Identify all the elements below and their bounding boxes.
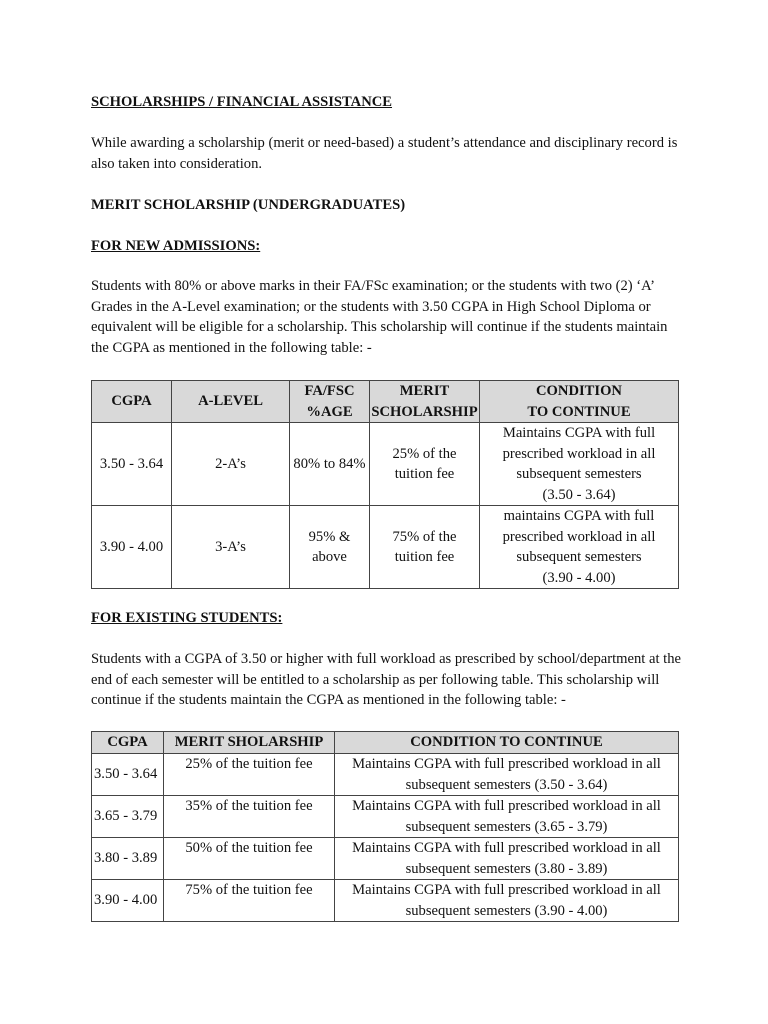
table-cell: 3.80 - 3.89: [92, 838, 164, 880]
table-cell: 25% of the tuition fee: [370, 423, 480, 506]
table-row: [92, 423, 679, 506]
table-cell: 3.65 - 3.79: [92, 796, 164, 838]
new-admissions-table: [91, 380, 679, 589]
table-cell: Maintains CGPA with full prescribed workload in all subsequent semesters (3.90 - 4.00): [335, 880, 679, 922]
heading-merit-scholarship: MERIT SCHOLARSHIP (UNDERGRADUATES): [91, 197, 406, 213]
table-cell: 75% of the tuition fee: [164, 880, 335, 922]
table-cell: 3.90 - 4.00: [92, 880, 164, 922]
table-cell: maintains CGPA with full prescribed workload in all subsequent semesters (3.90 - 4.00): [480, 506, 679, 589]
table-row: [92, 506, 679, 589]
table-header-row: [92, 732, 679, 754]
table-row: [92, 838, 679, 880]
col-header-merit-scholarship: MERIT SHOLARSHIP: [164, 732, 335, 754]
new-admissions-paragraph: Students with 80% or above marks in their FA/FSc examination; or the students with two (2) ‘A’ Grades in the A-Level examination; or the students with 3.50 CGPA in High School Diploma or equivalent will be eligible for a scholarship. This scholarship will continue if the students maintain the CGPA as mentioned in the following table: -: [91, 278, 668, 357]
table-cell: 50% of the tuition fee: [164, 838, 335, 880]
table-cell: 75% of the tuition fee: [370, 506, 480, 589]
col-header-a-level: A-LEVEL: [172, 381, 290, 423]
col-header-condition: CONDITION TO CONTINUE: [480, 381, 679, 423]
table-cell: 3-A’s: [172, 506, 290, 589]
table-header-row: [92, 381, 679, 423]
existing-students-table: [91, 731, 679, 922]
table-cell: Maintains CGPA with full prescribed workload in all subsequent semesters (3.65 - 3.79): [335, 796, 679, 838]
table-row: [92, 880, 679, 922]
table-row: [92, 754, 679, 796]
intro-paragraph: While awarding a scholarship (merit or need-based) a student’s attendance and disciplinary record is also taken into consideration.: [91, 135, 678, 172]
table-cell: Maintains CGPA with full prescribed workload in all subsequent semesters (3.80 - 3.89): [335, 838, 679, 880]
col-header-merit-scholarship: MERIT SCHOLARSHIP: [370, 381, 480, 423]
col-header-cgpa: CGPA: [92, 732, 164, 754]
col-header-cgpa: CGPA: [92, 381, 172, 423]
table-cell: Maintains CGPA with full prescribed workload in all subsequent semesters (3.50 - 3.64): [335, 754, 679, 796]
table-cell: 2-A’s: [172, 423, 290, 506]
heading-existing-students: FOR EXISTING STUDENTS:: [91, 610, 283, 626]
table-cell: 80% to 84%: [290, 423, 370, 506]
table-cell: 25% of the tuition fee: [164, 754, 335, 796]
col-header-condition: CONDITION TO CONTINUE: [335, 732, 679, 754]
table-cell: 3.90 - 4.00: [92, 506, 172, 589]
heading-scholarships: SCHOLARSHIPS / FINANCIAL ASSISTANCE: [91, 94, 393, 110]
heading-new-admissions: FOR NEW ADMISSIONS:: [91, 238, 261, 254]
existing-students-paragraph: Students with a CGPA of 3.50 or higher with full workload as prescribed by school/department at the end of each semester will be entitled to a scholarship as per following table. This scholarship will continue if the students maintain the CGPA as mentioned in the following table: -: [91, 651, 682, 708]
table-cell: Maintains CGPA with full prescribed workload in all subsequent semesters (3.50 - 3.64): [480, 423, 679, 506]
table-cell: 35% of the tuition fee: [164, 796, 335, 838]
col-header-fa-fsc: FA/FSC %AGE: [290, 381, 370, 423]
table-cell: 3.50 - 3.64: [92, 754, 164, 796]
table-cell: 3.50 - 3.64: [92, 423, 172, 506]
table-row: [92, 796, 679, 838]
table-cell: 95% & above: [290, 506, 370, 589]
